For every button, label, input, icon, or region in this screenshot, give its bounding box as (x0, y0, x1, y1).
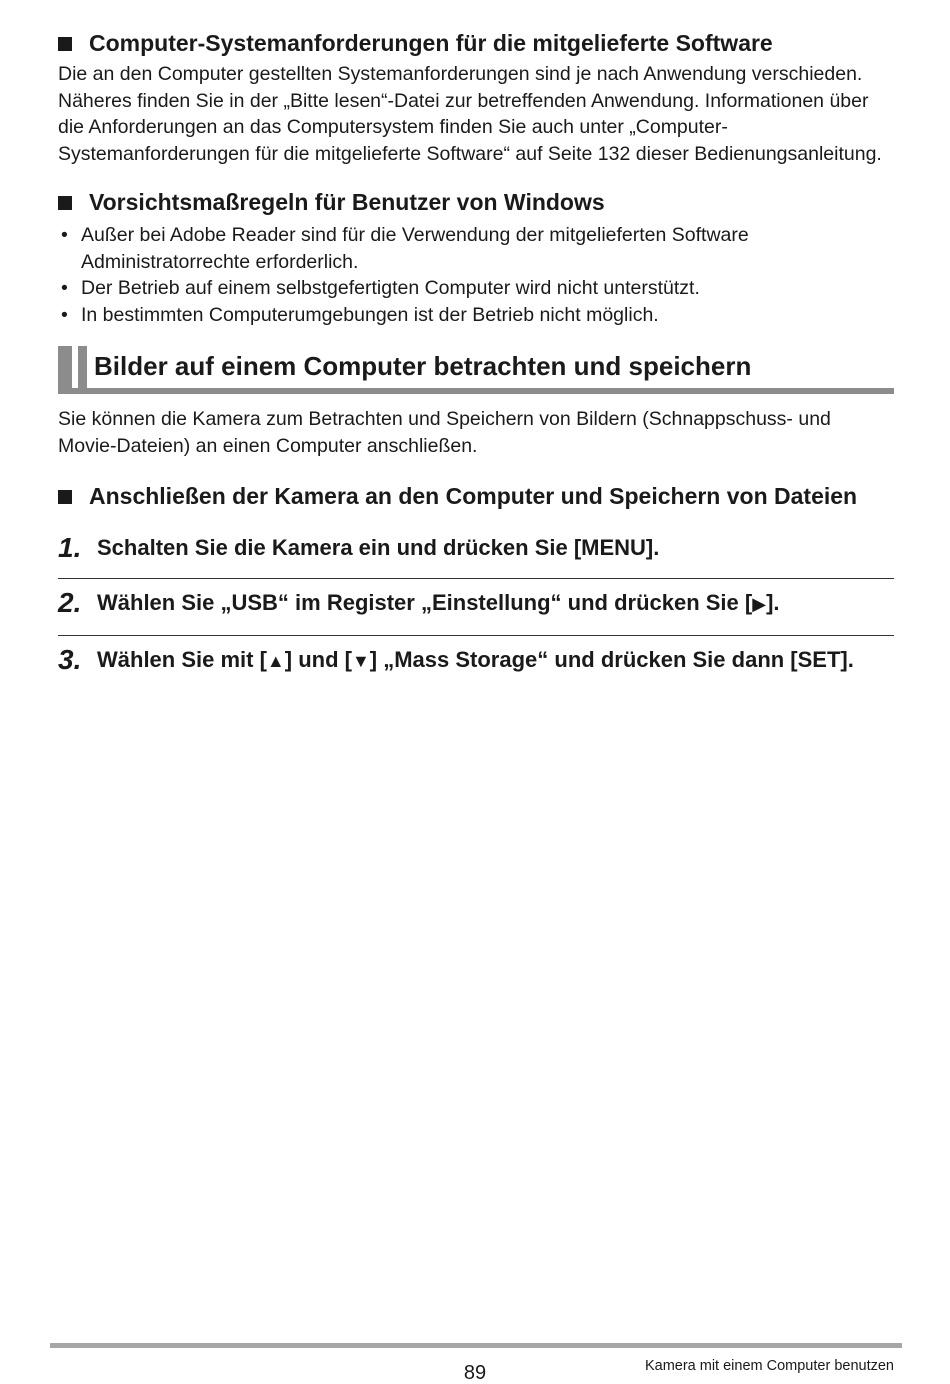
section-heading-text: Anschließen der Kamera an den Computer und Speichern von Dateien (89, 483, 858, 509)
step-text: Wählen Sie mit [▲] und [▼] „Mass Storage“ und drücken Sie dann [SET]. (97, 647, 854, 672)
list-item-text: Der Betrieb auf einem selbstgefertigten Computer wird nicht unterstützt. (81, 277, 700, 299)
step-number: 1. (58, 532, 82, 563)
step-text: Wählen Sie „USB“ im Register „Einstellung“ und drücken Sie [▶]. (97, 590, 780, 615)
step-divider (58, 578, 894, 579)
chapter-intro-paragraph: Sie können die Kamera zum Betrachten und Speichern von Bildern (Schnappschuss- und Movie-Dateien) an einen Computer anschließen. (58, 408, 831, 457)
footer-chapter-title: Kamera mit einem Computer benutzen (644, 1358, 894, 1374)
chapter-heading-bar (58, 346, 894, 394)
up-arrow-icon: ▲ (266, 651, 285, 671)
step-2 (58, 588, 894, 619)
step-1 (58, 533, 894, 562)
list-item (58, 275, 894, 302)
section-heading-system-requirements (58, 28, 894, 58)
page-number: 89 (463, 1362, 487, 1384)
play-right-icon: ▶ (752, 594, 767, 614)
section-heading-windows-precautions (58, 187, 894, 217)
heading-bar-marker (58, 346, 72, 388)
section-heading-connect-camera (58, 481, 894, 511)
heading-bar-marker (78, 346, 87, 388)
step-3 (58, 645, 894, 676)
precautions-list (58, 222, 894, 328)
list-item-text: In bestimmten Computerumgebungen ist der Betrieb nicht möglich. (81, 303, 659, 326)
step-number: 2. (58, 587, 82, 618)
footer-rule (50, 1343, 902, 1348)
system-requirements-paragraph: Die an den Computer gestellten Systemanforderungen sind je nach Anwendung verschieden. Näheres finden Sie in der „Bitte lesen“-Datei zur betreffenden Anwendung. Informationen über die Anforderungen an das Computersystem finden Sie auch unter „Computer-Systemanforderungen für die mitgelieferte Software“ auf Seite 132 dieser Bedienungsanleitung. (58, 63, 882, 165)
down-arrow-icon: ▼ (351, 651, 370, 671)
bullet-dot-icon: • (61, 224, 68, 246)
chapter-title: Bilder auf einem Computer betrachten und speichern (94, 351, 752, 381)
square-bullet-icon (58, 196, 72, 210)
step-number: 3. (58, 644, 82, 675)
square-bullet-icon (58, 37, 72, 51)
bullet-dot-icon: • (61, 277, 68, 299)
section-heading-text: Vorsichtsmaßregeln für Benutzer von Windows (89, 189, 605, 215)
page-content (58, 28, 894, 676)
step-divider (58, 635, 894, 636)
list-item (58, 222, 894, 275)
bullet-dot-icon: • (61, 303, 68, 326)
list-item-text: Außer bei Adobe Reader sind für die Verwendung der mitgelieferten Software Administratorrechte erforderlich. (81, 224, 749, 273)
list-item (58, 302, 894, 329)
step-text: Schalten Sie die Kamera ein und drücken Sie [MENU]. (97, 535, 660, 560)
square-bullet-icon (58, 490, 72, 504)
section-heading-text: Computer-Systemanforderungen für die mitgelieferte Software (89, 30, 773, 56)
